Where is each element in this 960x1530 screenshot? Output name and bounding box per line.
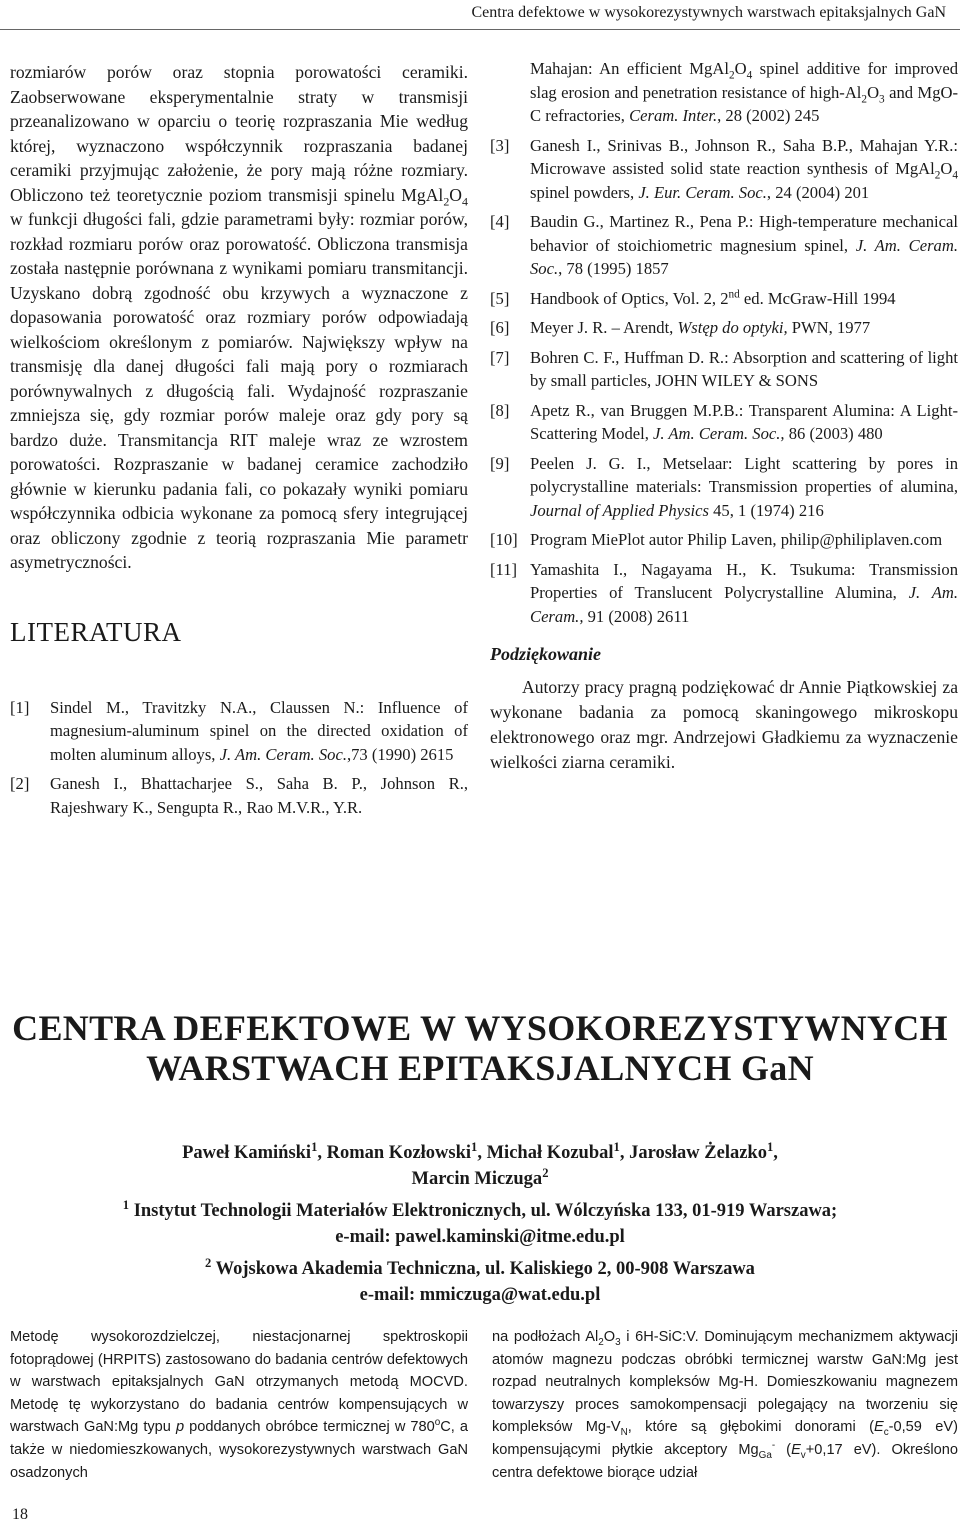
acknowledgement-heading: Podziękowanie bbox=[490, 644, 601, 664]
reference-item: [1] Sindel M., Travitzky N.A., Claussen N.: Influence of magnesium-aluminum spinel on the directed oxidation of molten aluminum alloys, J. Am. Ceram. Soc.,73 (1990) 2615 bbox=[10, 697, 468, 764]
author-list: Paweł Kamiński$^1$, Roman Kozłowski$^1$, Michał Kozubal$^1$, Jarosław Żelazko$^1$, bbox=[182, 1139, 778, 1163]
affiliation: $^1$ Instytut Technologii Materiałów Elektronicznych, ul. Wólczyńska 133, 01-919 Warszawa; bbox=[122, 1197, 838, 1221]
abstract-left-column bbox=[10, 1326, 468, 1484]
affiliation-email: e-mail: pawel.kaminski@itme.edu.pl bbox=[335, 1227, 625, 1247]
author-list: Marcin Miczuga$^2$ bbox=[411, 1165, 549, 1189]
reference-item: [8] Apetz R., van Bruggen M.P.B.: Transparent Alumina: A Light-Scattering Model, J. Am. Ceram. Soc., 86 (2003) 480 bbox=[490, 400, 958, 443]
abstract-text: Metodę wysokorozdzielczej, niestacjonarnej spektroskopii fotoprądowej (HRPITS) zastosowano do badania centrów defektowych w warstwach epitaksjalnych GaN otrzymanych metodą MOCVD. Metodę tę wykorzystano do badania centrów kompensujących w warstwach GaN:Mg typu p poddanych obróbce termicznej w 780$^o$C, a także w niedomieszkowanych, wysokorezystywnych warstwach GaN osadzonych bbox=[10, 1329, 468, 1481]
acknowledgement-text: Autorzy pracy pragną podziękować dr Annie Piątkowskiej za wykonane badania za pomocą skaningowego mikroskopu elektronowego oraz mgr. Andrzejowi Gładkiemu za wyznaczenie wielkości ziarna ceramiki. bbox=[490, 677, 958, 772]
reference-item: [11] Yamashita I., Nagayama H., K. Tsukuma: Transmission Properties of Translucent Polycrystalline Alumina, J. Am. Ceram., 91 (2008) 2611 bbox=[490, 559, 958, 626]
authors-block bbox=[60, 1140, 900, 1308]
article-title-line: WARSTWACH EPITAKSJALNYCH GaN bbox=[146, 1048, 814, 1088]
article-title-line: CENTRA DEFEKTOWE W WYSOKOREZYSTYWNYCH bbox=[12, 1008, 948, 1048]
reference-item: [10] Program MiePlot autor Philip Laven, philip@philiplaven.com bbox=[490, 530, 943, 549]
body-paragraph: rozmiarów porów oraz stopnia porowatości ceramiki. Zaobserwowane eksperymentalnie straty w transmisji przeanalizowano w oparciu o teorię rozpraszania Mie według której, wyznaczono współczynnik rozpraszania badanej ceramiki przyjmując założenie, że pory mają różne rozmiary. Obliczono też teoretycznie poziom transmisji spinelu $MgAl_2O_4$ w funkcji długości fali, gdzie parametrami były: rozmiar porów, rozkład rozmiaru porów oraz porowatość. Obliczona transmisja została następnie porównana z wynikami pomiaru transmitancji. Uzyskano dobrą zgodność obu krzywych a wyznaczone z dopasowania porowatość oraz rozmiary porów odpowiadają wielkościom określonym z pomiarów. Największy wpływ na transmisję dla danej długości fali mają pory o rozmiarach porównywalnych z długością fali. Wydajność rozpraszanie zmniejsza się, gdy rozmiar porów maleje oraz gdy pory są bardzo duże. Transmitancja RIT maleje wraz ze wzrostem porowatości. Rozpraszanie w badanej ceramice zachodziło głównie w kierunku padania fali, co pokazały wyniki pomiaru współczynnika odbicia wykonane za pomocą sfery integrującej oraz obliczony zgodnie z teorią rozpraszania Mie parametr asymetryczności. bbox=[10, 62, 468, 572]
header-rule bbox=[0, 29, 960, 30]
reference-item: [5] Handbook of Optics, Vol. 2, 2nd ed. McGraw-Hill 1994 bbox=[490, 287, 896, 308]
affiliation-email: e-mail: mmiczuga@wat.edu.pl bbox=[359, 1285, 601, 1305]
right-column bbox=[490, 57, 958, 775]
left-column bbox=[10, 60, 468, 825]
abstract-right-column bbox=[492, 1326, 958, 1484]
reference-item: [3] Ganesh I., Srinivas B., Johnson R., Saha B.P., Mahajan Y.R.: Microwave assisted solid state reaction synthesis of $MgAl_2O_4$ spinel powders, J. Eur. Ceram. Soc., 24 (2004) 201 bbox=[490, 135, 958, 202]
reference-item: [6] Meyer J. R. – Arendt, Wstęp do optyki, PWN, 1977 bbox=[490, 318, 871, 337]
reference-item: [7] Bohren C. F., Huffman D. R.: Absorption and scattering of light by small particles, JOHN WILEY & SONS bbox=[490, 347, 958, 390]
page-number: 18 bbox=[12, 1506, 28, 1523]
reference-item: [2] Ganesh I., Bhattacharjee S., Saha B. P., Johnson R., Rajeshwary K., Sengupta R., Rao M.V.R., Y.R. bbox=[10, 774, 468, 817]
reference-item-continued: Mahajan: An efficient $MgAl_2O_4$ spinel additive for improved slag erosion and penetration resistance of high-$Al_2O_3$ and MgO-C refractories, Ceram. Inter., 28 (2002) 245 bbox=[530, 59, 958, 125]
running-head: Centra defektowe w wysokorezystywnych warstwach epitaksjalnych GaN bbox=[471, 4, 946, 21]
article-title bbox=[0, 1008, 960, 1088]
reference-item: [4] Baudin G., Martinez R., Pena P.: High-temperature mechanical behavior of stoichiometric magnesium spinel, J. Am. Ceram. Soc., 78 (1995) 1857 bbox=[490, 212, 958, 278]
abstract-text: na podłożach $Al_2O_3$ i 6H-SiC:V. Dominującym mechanizmem aktywacji atomów magnezu podczas obróbki termicznej warstw GaN:Mg jest rozpad neutralnych kompleksów Mg-H. Domieszkowaniu magnezem towarzyszy proces samokompensacji polegający na tworzeniu się kompleksów $Mg-V_N$, które są głębokimi donorami ($E_c-0,59$ eV) kompensującymi płytkie akceptory $Mg_{Ga}^-$ ($E_v+0,17$ eV). Określono centra defektowe biorące udział bbox=[492, 1329, 959, 1481]
literature-heading: LITERATURA bbox=[10, 616, 182, 647]
reference-item: [9] Peelen J. G. I., Metselaar: Light scattering by pores in polycrystalline materials: Transmission properties of alumina, Journal of Applied Physics 45, 1 (1974) 216 bbox=[490, 453, 958, 520]
affiliation: $^2$ Wojskowa Akademia Techniczna, ul. Kaliskiego 2, 00-908 Warszawa bbox=[205, 1255, 755, 1279]
